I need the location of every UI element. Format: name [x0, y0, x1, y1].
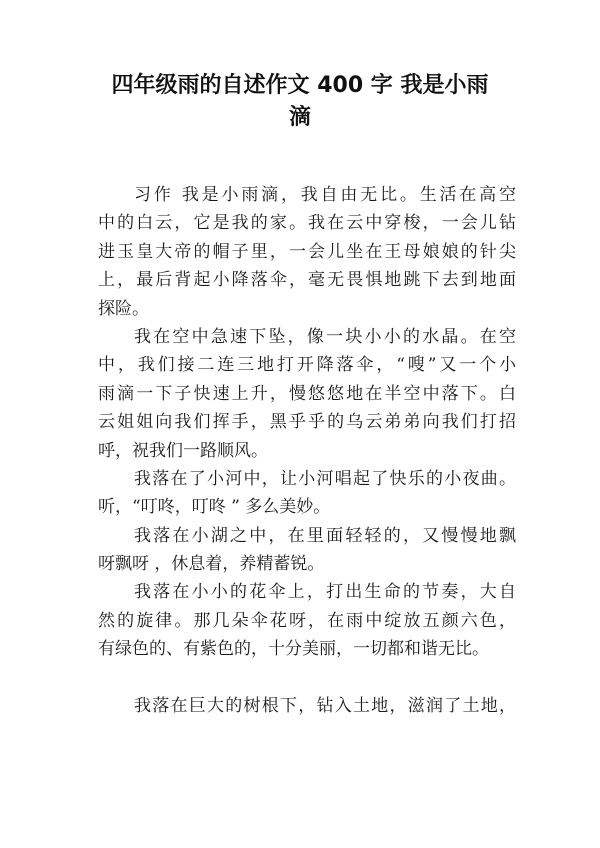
paragraph-line: 中的白云，它是我的家。我在云中穿梭，一会儿钻 — [98, 213, 516, 234]
paragraph — [98, 323, 516, 465]
title-line: 滴 — [288, 105, 311, 130]
paragraph-line: 我落在巨大的树根下，钻入土地，滋润了土地， — [134, 696, 516, 717]
paragraph-line: 我落在小小的花伞上，打出生命的节奏，大自 — [134, 582, 516, 603]
paragraph — [98, 465, 516, 522]
paragraph — [98, 578, 516, 663]
paragraph-line: 云姐姐向我们挥手，黑乎乎的乌云弟弟向我们打招 — [98, 412, 516, 433]
paragraph-line: 呀飘呀 ，休息着，养精蓄锐。 — [98, 554, 325, 575]
paragraph-line: 中，我们接二连三地打开降落伞，“嗖”又一个小 — [98, 355, 516, 376]
paragraph-line: 进玉皇大帝的帽子里，一会儿坐在王母娘娘的针尖 — [98, 241, 516, 262]
paragraph-line: 有绿色的、有紫色的，十分美丽，一切都和谐无比。 — [98, 639, 489, 660]
paragraph-line: 呼，祝我们一路顺风。 — [98, 440, 268, 461]
paragraph-line: 雨滴一下子快速上升，慢悠悠地在半空中落下。白 — [98, 383, 516, 404]
paragraph-line: 然的旋律。那几朵伞花呀，在雨中绽放五颜六色， — [98, 610, 516, 631]
document-body — [98, 181, 516, 720]
paragraph-line: 习作 我是小雨滴，我自由无比。生活在高空 — [134, 185, 516, 205]
paragraph-line: 听，“叮咚，叮咚 ” 多么美妙。 — [98, 497, 331, 518]
paragraph — [98, 181, 516, 323]
paragraph-line: 上，最后背起小降落伞，毫无畏惧地跳下去到地面 — [98, 270, 516, 291]
paragraph-line: 我在空中急速下坠，像一块小小的水晶。在空 — [134, 326, 516, 347]
paragraph-spacer — [98, 664, 516, 692]
paragraph-line: 我落在了小河中，让小河唱起了快乐的小夜曲。 — [134, 468, 516, 489]
paragraph — [98, 522, 516, 579]
paragraph-line: 我落在小湖之中，在里面轻轻的，又慢慢地飘 — [134, 525, 516, 546]
paragraph — [98, 692, 516, 720]
document-title — [90, 70, 510, 134]
title-line: 四年级雨的自述作文 400 字 我是小雨 — [111, 73, 489, 98]
paragraph-line: 探险。 — [98, 298, 149, 319]
